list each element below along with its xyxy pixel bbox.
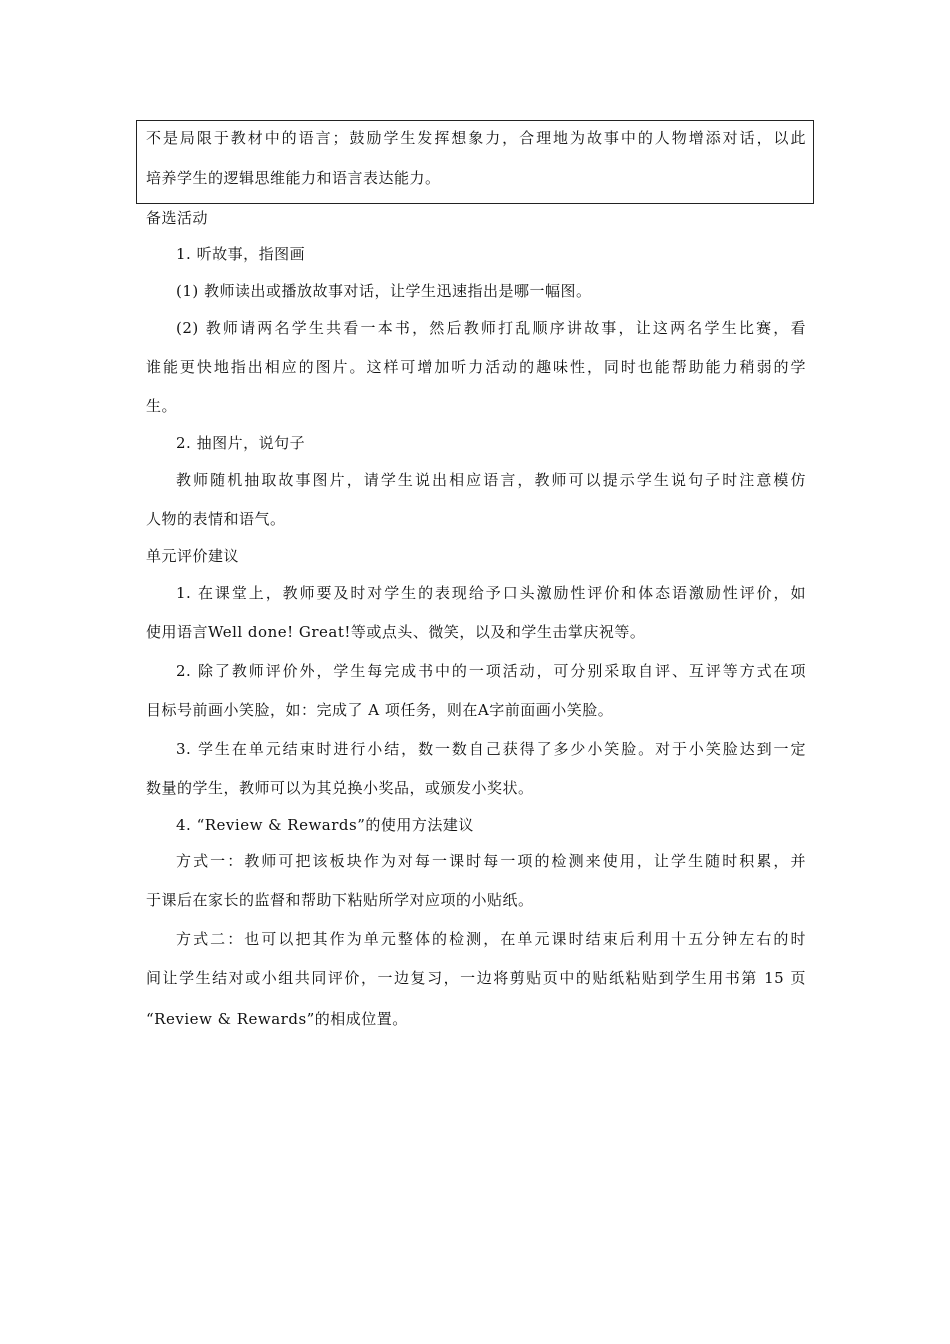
item1-p2-line1: (2) 教师请两名学生共看一本书，然后教师打乱顺序讲故事，让这两名学生比赛，看	[176, 319, 806, 337]
box-line-1: 不是局限于教材中的语言；鼓励学生发挥想象力，合理地为故事中的人物增添对话，以此	[146, 129, 806, 147]
eval-p3-line2: 数量的学生，教师可以为其兑换小奖品，或颁发小奖状。	[146, 779, 534, 797]
section-heading-eval: 单元评价建议	[146, 547, 240, 565]
item2-line2: 人物的表情和语气。	[146, 510, 286, 528]
eval-p4-title: 4. “Review & Rewards”的使用方法建议	[176, 816, 474, 834]
item1-title: 1. 听故事，指图画	[176, 245, 306, 263]
item1-p1: (1) 教师读出或播放故事对话，让学生迅速指出是哪一幅图。	[176, 282, 592, 300]
eval-p2-line1: 2. 除了教师评价外，学生每完成书中的一项活动，可分别采取自评、互评等方式在项	[176, 662, 806, 680]
eval-p1-line1: 1. 在课堂上，教师要及时对学生的表现给予口头激励性评价和体态语激励性评价，如	[176, 584, 806, 602]
way1-line1: 方式一：教师可把该板块作为对每一课时每一项的检测来使用，让学生随时积累，并	[176, 852, 806, 870]
eval-p3-line1: 3. 学生在单元结束时进行小结，数一数自己获得了多少小笑脸。对于小笑脸达到一定	[176, 740, 806, 758]
item1-p2-line3: 生。	[146, 397, 178, 415]
box-line-2: 培养学生的逻辑思维能力和语言表达能力。	[146, 169, 441, 187]
way1-line2: 于课后在家长的监督和帮助下粘贴所学对应项的小贴纸。	[146, 891, 534, 909]
way2-line2: 间让学生结对或小组共同评价，一边复习，一边将剪贴页中的贴纸粘贴到学生用书第 15 页	[146, 969, 806, 987]
eval-p1-line2: 使用语言Well done! Great!等或点头、微笑，以及和学生击掌庆祝等。	[146, 623, 646, 641]
item2-title: 2. 抽图片，说句子	[176, 434, 306, 452]
eval-p2-line2: 目标号前画小笑脸，如：完成了 A 项任务，则在A字前面画小笑脸。	[146, 701, 614, 719]
item2-line1: 教师随机抽取故事图片，请学生说出相应语言，教师可以提示学生说句子时注意模仿	[176, 471, 806, 489]
section-heading-alt: 备选活动	[146, 209, 209, 227]
way2-line1: 方式二：也可以把其作为单元整体的检测，在单元课时结束后利用十五分钟左右的时	[176, 930, 806, 948]
item1-p2-line2: 谁能更快地指出相应的图片。这样可增加听力活动的趣味性，同时也能帮助能力稍弱的学	[146, 358, 806, 376]
way2-line3: “Review & Rewards”的相成位置。	[146, 1010, 408, 1028]
